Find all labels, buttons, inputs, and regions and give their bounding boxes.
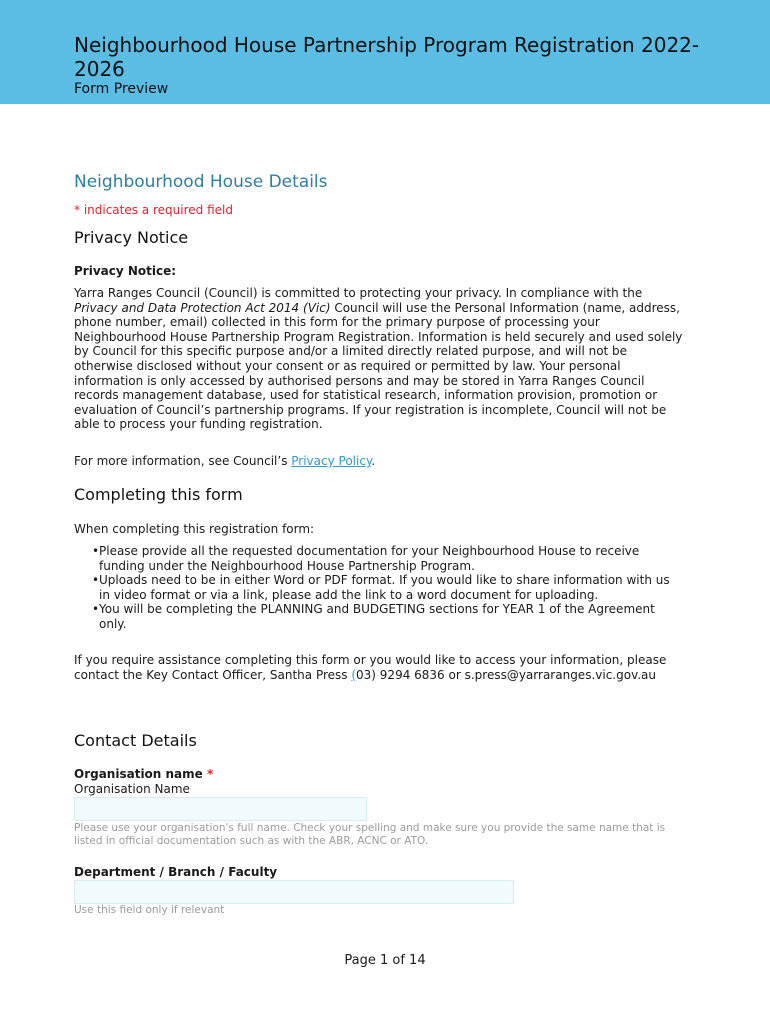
org-name-sublabel: Organisation Name	[74, 782, 190, 796]
privacy-heading: Privacy Notice	[74, 228, 189, 247]
assistance-contact: If you require assistance completing this form or you would like to access your information, please contact the Key Contact Officer, Santha Press (03) 9294 6836 or s.press@yarraranges.vic.gov.au	[74, 653, 667, 682]
privacy-more-info: For more information, see Council’s Privacy Policy.	[74, 454, 376, 468]
completing-instructions	[74, 544, 674, 632]
phone-link[interactable]: (	[351, 667, 357, 682]
list-item: • You will be completing the PLANNING and BUDGETING sections for YEAR 1 of the Agreement only.	[74, 602, 674, 631]
required-marker: *	[207, 767, 214, 781]
contact-heading: Contact Details	[74, 731, 197, 750]
form-header	[0, 0, 770, 104]
department-label: Department / Branch / Faculty	[74, 865, 278, 879]
privacy-label: Privacy Notice:	[74, 264, 177, 278]
page-number: Page 1 of 14	[344, 953, 426, 968]
form-title: Neighbourhood House Partnership Program Registration 2022-2026	[74, 33, 700, 81]
department-hint: Use this field only if relevant	[74, 904, 225, 916]
section-title-details: Neighbourhood House Details	[74, 172, 328, 192]
completing-heading: Completing this form	[74, 485, 243, 504]
required-field-note: * indicates a required field	[74, 203, 233, 217]
completing-intro: When completing this registration form:	[74, 522, 315, 536]
form-subtitle: Form Preview	[74, 81, 169, 97]
list-item: • Please provide all the requested documentation for your Neighbourhood House to receive funding under the Neighbourhood House Partnership Program.	[74, 544, 674, 573]
department-input[interactable]	[74, 880, 514, 904]
privacy-paragraph: Yarra Ranges Council (Council) is committed to protecting your privacy. In compliance with the Privacy and Data Protection Act 2014 (Vic) Council will use the Personal Information (name, address, phone number, email) collected in this form for the primary purpose of processing your Neighbourhood House Partnership Program Registration. Information is held securely and used solely by Council for this specific purpose and/or a limited directly related purpose, and will not be otherwise disclosed without your consent or as required or permitted by law. Your personal information is only accessed by authorised persons and may be stored in Yarra Ranges Council records management database, used for statistical research, information provision, promotion or evaluation of Council’s partnership programs. If your registration is incomplete, Council will not be able to process your funding registration.	[74, 286, 683, 432]
list-item: • Uploads need to be in either Word or PDF format. If you would like to share information with us in video format or via a link, please add the link to a word document for uploading.	[74, 573, 674, 602]
org-name-input[interactable]	[74, 797, 367, 821]
org-name-label: Organisation name *	[74, 767, 214, 781]
privacy-policy-link[interactable]: Privacy Policy	[291, 454, 372, 468]
privacy-act-name: Privacy and Data Protection Act 2014 (Vic)	[74, 300, 331, 315]
org-name-hint: Please use your organisation's full name. Check your spelling and make sure you provide the same name that is listed in official documentation such as with the ABR, ACNC or ATO.	[74, 822, 666, 847]
